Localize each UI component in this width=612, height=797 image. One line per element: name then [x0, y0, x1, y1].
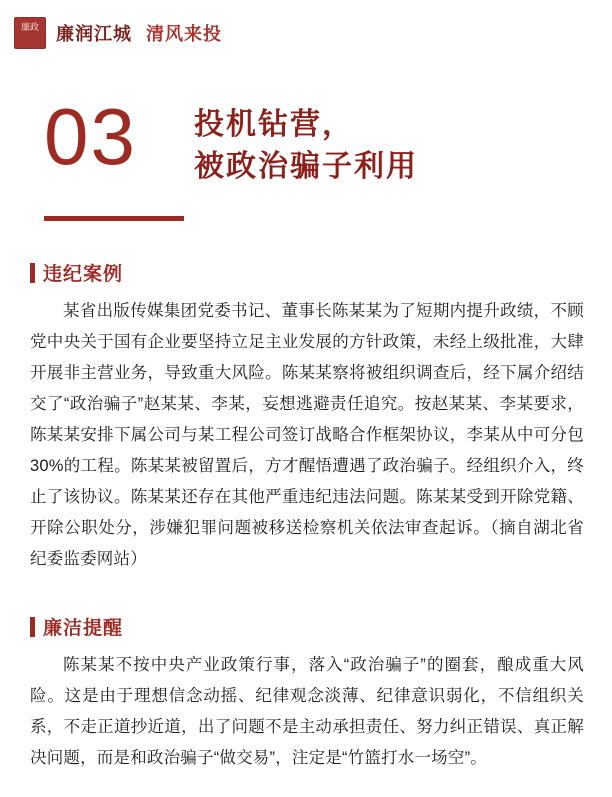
section-body-case: [30, 296, 584, 575]
section-accent-bar: [30, 617, 35, 637]
masthead: [0, 0, 612, 48]
seal-icon: 廉政: [14, 17, 46, 49]
hero-block: [0, 48, 612, 188]
section-number: 03: [44, 92, 137, 181]
hero-title-line-2: 被政治骗子利用: [194, 150, 418, 183]
hero-title: [194, 98, 418, 188]
masthead-subtitle: 清风来投: [146, 24, 222, 44]
section-label-case: 违纪案例: [43, 264, 124, 285]
section-body-reminder: [30, 650, 584, 774]
section-accent-bar: [30, 263, 35, 283]
section-heading-case: [30, 259, 612, 286]
hero-title-line-1: 投机钻营，: [194, 108, 354, 141]
paragraph: 陈某某不按中央产业政策行事，落入“政治骗子”的圈套，酿成重大风险。这是由于理想信念动摇、纪律观念淡薄、纪律意识弱化，不信组织关系，不走正道抄近道，出了问题不是主动承担责任、努力纠正错误、真正解决问题，而是和政治骗子“做交易”，注定是“竹篮打水一场空”。: [30, 656, 584, 767]
hero-divider: [44, 216, 184, 221]
masthead-text: [56, 20, 222, 46]
section-label-reminder: 廉洁提醒: [43, 618, 124, 639]
paragraph: 某省出版传媒集团党委书记、董事长陈某某为了短期内提升政绩，不顾党中央关于国有企业要坚持立足主业发展的方针政策，未经上级批准，大肆开展非主营业务，导致重大风险。陈某某察将被组织调查后，经下属介绍结交了“政治骗子”赵某某、李某，妄想逃避责任追究。按赵某某、李某要求，陈某某安排下属公司与某工程公司签订战略合作框架协议，李某从中可分包30%的工程。陈某某被留置后，方才醒悟遭遇了政治骗子。经组织介入，终止了该协议。陈某某还存在其他严重违纪违法问题。陈某某受到开除党籍、开除公职处分，涉嫌犯罪问题被移送检察机关依法审查起诉。（摘自湖北省纪委监委网站）: [30, 302, 584, 568]
section-heading-reminder: [30, 613, 612, 640]
masthead-title: 廉润江城: [56, 24, 132, 44]
